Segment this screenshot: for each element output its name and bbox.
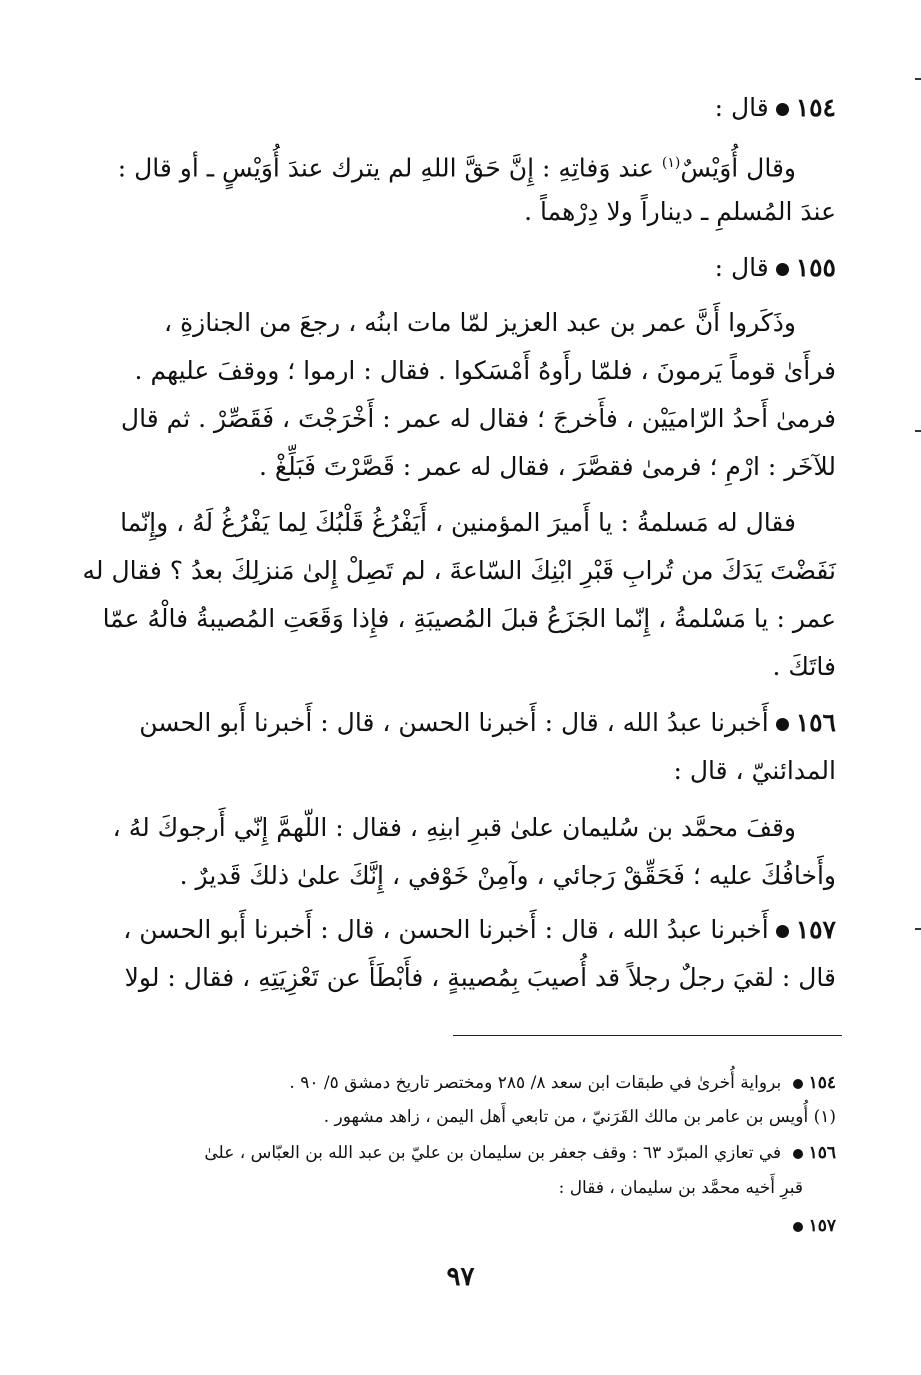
section-155-heading <box>715 250 836 286</box>
bullet-icon <box>776 718 789 731</box>
heading-text: أَخبرنا عبدُ الله ، قال : أَخبرنا الحسن ، قال : أَخبرنا أَبو الحسن <box>139 708 769 737</box>
footnote-156-cont: قبرِ أَخيه محمَّد بن سليمان ، فقال : <box>558 1178 803 1198</box>
bullet-icon <box>776 925 789 938</box>
bullet-icon <box>793 1149 803 1159</box>
heading-line: قال : لقيَ رجلٌ رجلاً قد أُصيبَ بِمُصيبةٍ ، فأَبْطَأَ عن تَعْزِيَتِهِ ، فقال : لولا <box>124 963 836 992</box>
heading-text: أَخبرنا عبدُ الله ، قال : أَخبرنا الحسن ، قال : أَخبرنا أَبو الحسن ، <box>123 915 769 944</box>
paragraph-line: فاتَكَ . <box>772 652 836 681</box>
page-number: ٩٧ <box>446 1262 475 1292</box>
section-number: ١٥٥ <box>795 253 836 282</box>
section-157-heading <box>123 912 836 948</box>
heading-line: المدائنيّ ، قال : <box>673 756 836 785</box>
footnote-divider <box>453 1035 842 1036</box>
paragraph-line: وقفَ محمَّد بن سُليمان علىٰ قبرِ ابنِهِ ، فقال : اللّهمَّ إِنّي أَرجوكَ لهُ ، <box>112 813 796 842</box>
section-154-line-2: عندَ المُسلمِ ـ ديناراً ولا دِرْهماً . <box>524 197 836 226</box>
paragraph-line: فرمىٰ أَحدُ الرّاميَيْن ، فأَخرجَ ؛ فقال له عمر : أَخْرَجْتَ ، فَقَصِّرْ . ثم قال <box>120 404 836 433</box>
paragraph-line: عمر : يا مَسْلمةُ ، إِنّما الجَزَعُ قبلَ المُصيبَةِ ، فإِذا وَقَعَتِ المُصيبةُ فالْهُ عمّا <box>102 604 836 633</box>
bullet-icon <box>793 1079 803 1089</box>
footnote-156: ١٥٦ في تعازي المبرّد ٦٣ : وقف جعفر بن سليمان بن عليّ بن عبد الله بن العبّاس ، علىٰ <box>204 1143 836 1163</box>
footnote-ref[interactable]: (١) <box>661 155 681 171</box>
scan-mark <box>915 928 921 930</box>
heading-text: قال : <box>714 93 769 122</box>
heading-text: قال : <box>714 253 769 282</box>
paragraph-line: فرأَىٰ قوماً يَرمونَ ، فلمّا رأَوهُ أَمْسَكوا . فقال : ارموا ؛ ووقفَ عليهم . <box>134 356 836 385</box>
section-number: ١٥٧ <box>795 915 836 944</box>
section-number: ١٥٦ <box>795 708 836 737</box>
bullet-icon <box>793 1222 803 1232</box>
footnote-1: (١) أُويس بن عامر بن مالك القَرَنيّ ، من تابعي أَهل اليمن ، زاهد مشهور . <box>323 1107 836 1127</box>
paragraph-line: فقال له مَسلمةُ : يا أَميرَ المؤمنين ، أَيَفْرُغُ قَلْبُكَ لِما يَفْرُغُ لَهُ ، وإِنّما <box>120 508 796 537</box>
scan-mark <box>915 78 921 80</box>
scan-mark <box>915 430 921 432</box>
section-number: ١٥٤ <box>795 93 836 122</box>
bullet-icon <box>776 103 789 116</box>
footnote-154: ١٥٤ برواية أُخرىٰ في طبقات ابن سعد ٨/ ٢٨٥ ومختصر تاريخ دمشق ٥/ ٩٠ . <box>289 1073 836 1093</box>
section-154-line-1: وقال أُوَيْسٌ$^{(١)}$ عند وَفاتِهِ : إِنَّ حَقَّ اللهِ لم يترك عندَ أُوَيْسٍ ـ أو قال : <box>117 153 796 183</box>
bullet-icon <box>776 263 789 276</box>
section-156-heading <box>139 705 836 741</box>
paragraph-line: نَفَضْتَ يَدَكَ من تُرابِ قَبْرِ ابْنِكَ السّاعةَ ، لم تَصِلْ إِلىٰ مَنزلِكَ بعدُ ؟ فقال له <box>82 556 836 585</box>
footnote-157: ١٥٧ <box>787 1213 836 1239</box>
paragraph-line: للآخَر : ارْمِ ؛ فرمىٰ فقصَّرَ ، فقال له عمر : قَصَّرْتَ فَبَلِّغْ . <box>258 452 836 481</box>
paragraph-line: وأَخافُكَ عليه ؛ فَحَقِّقْ رَجائي ، وآمِنْ خَوْفي ، إِنَّكَ علىٰ ذلكَ قَديرٌ . <box>179 861 836 890</box>
section-154-heading <box>715 90 836 126</box>
paragraph-line: وذَكَروا أَنَّ عمر بن عبد العزيز لمّا مات ابنُه ، رجعَ من الجنازةِ ، <box>164 308 796 337</box>
